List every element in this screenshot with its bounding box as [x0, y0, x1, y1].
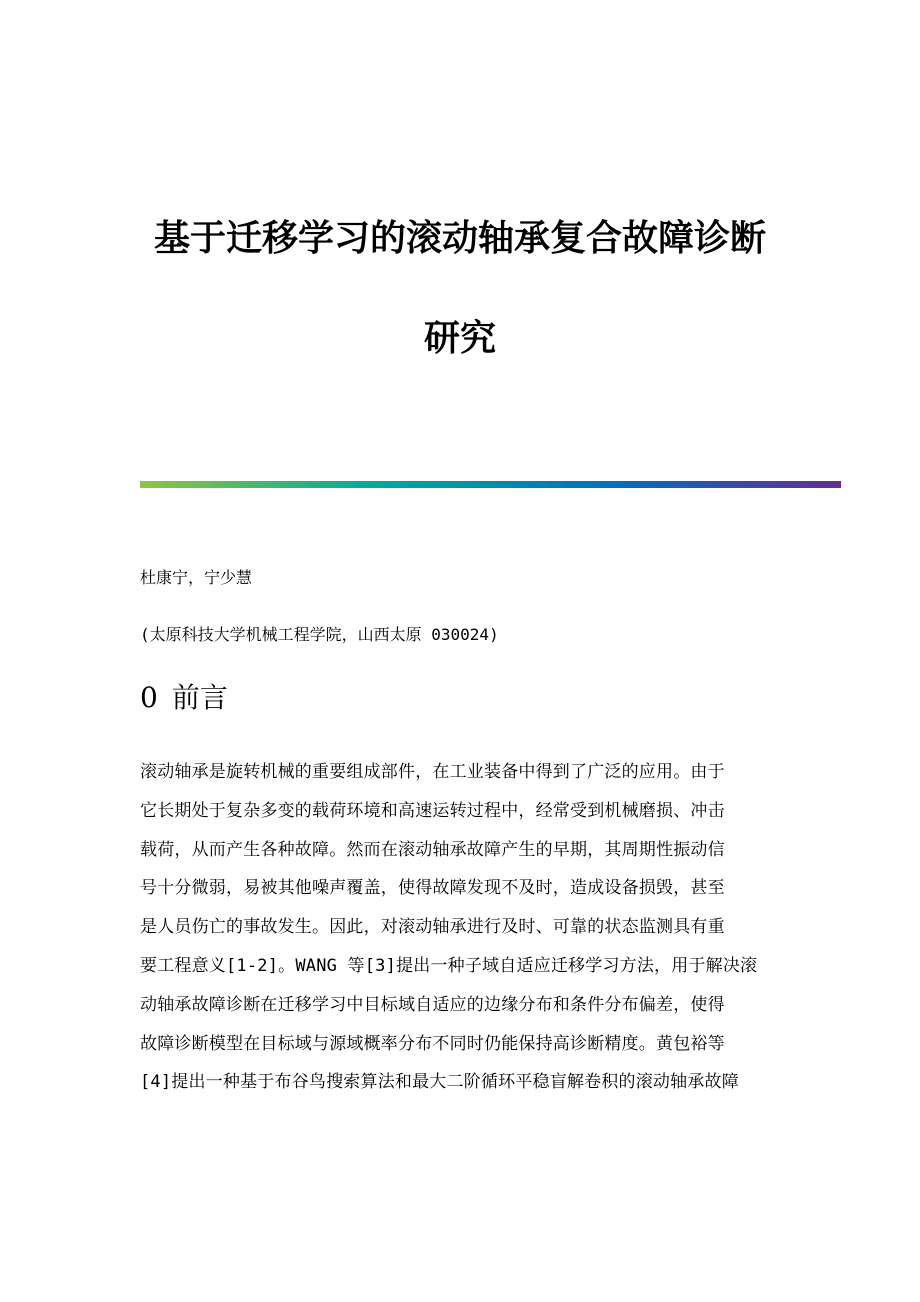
title-divider-gradient-rule — [140, 481, 841, 488]
paper-title-line-2: 研究 — [423, 317, 496, 359]
section-heading — [140, 678, 228, 718]
body-line: 载荷，从而产生各种故障。然而在滚动轴承故障产生的早期，其周期性振动信 — [140, 839, 725, 860]
author-list: 杜康宁，宁少慧 — [140, 568, 253, 587]
paper-title-line-1: 基于迁移学习的滚动轴承复合故障诊断 — [153, 217, 766, 259]
body-line: 滚动轴承是旋转机械的重要组成部件，在工业装备中得到了广泛的应用。由于 — [140, 762, 725, 782]
body-line: [4]提出一种基于布谷鸟搜索算法和最大二阶循环平稳盲解卷积的滚动轴承故障 — [140, 1072, 739, 1093]
body-line: 号十分微弱，易被其他噪声覆盖，使得故障发现不及时，造成设备损毁，甚至 — [140, 878, 725, 899]
body-line: 它长期处于复杂多变的载荷环境和高速运转过程中，经常受到机械磨损、冲击 — [140, 800, 725, 821]
body-line: 故障诊断模型在目标域与源域概率分布不同时仍能保持高诊断精度。黄包裕等 — [140, 1033, 725, 1054]
body-paragraph — [140, 757, 780, 1106]
body-line: 要工程意义[1-2]。WANG 等[3]提出一种子域自适应迁移学习方法，用于解决滚 — [140, 955, 758, 976]
body-line: 是人员伤亡的事故发生。因此，对滚动轴承进行及时、可靠的状态监测具有重 — [140, 917, 725, 938]
section-number: 0 — [140, 681, 158, 714]
section-title: 前言 — [171, 681, 228, 714]
body-line: 动轴承故障诊断在迁移学习中目标域自适应的边缘分布和条件分布偏差，使得 — [140, 994, 725, 1015]
author-affiliation: (太原科技大学机械工程学院，山西太原 030024) — [140, 625, 499, 644]
